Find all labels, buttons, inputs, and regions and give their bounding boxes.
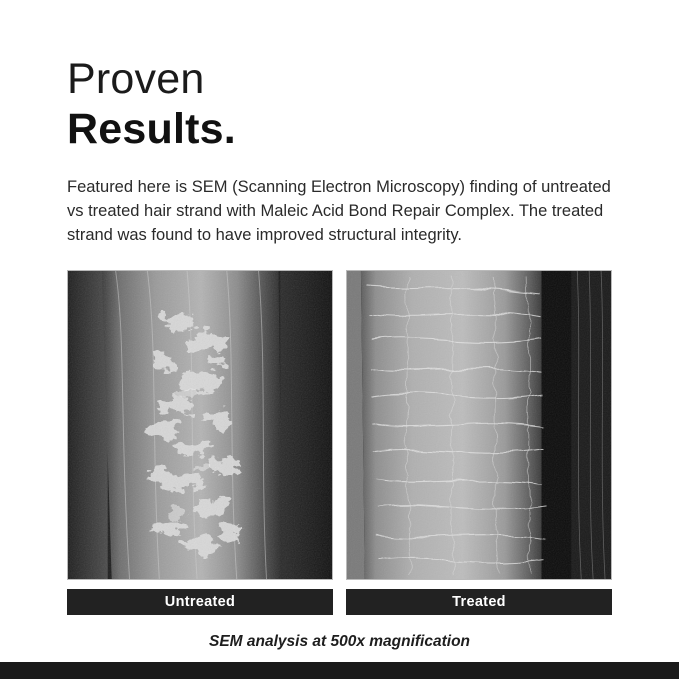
untreated-card <box>67 270 333 615</box>
untreated-caption: Untreated <box>67 589 333 615</box>
treated-caption: Treated <box>346 589 612 615</box>
untreated-micrograph <box>67 270 333 580</box>
treated-micrograph <box>346 270 612 580</box>
footnote-text: SEM analysis at 500x magnification <box>208 632 471 650</box>
untreated-sem-image <box>68 271 332 579</box>
micrograph-row <box>67 270 612 615</box>
treated-sem-image <box>347 271 611 579</box>
description-paragraph: Featured here is SEM (Scanning Electron Microscopy) finding of untreated vs treated hair strand with Maleic Acid Bond Repair Complex. The treated strand was found to have improved structural integrity. <box>67 178 611 244</box>
content-column <box>67 0 612 651</box>
title-line-proven: Proven <box>67 55 205 103</box>
bottom-bar <box>0 662 679 679</box>
title-line-results: Results. <box>67 105 236 153</box>
page-title <box>67 0 612 152</box>
treated-card <box>346 270 612 615</box>
